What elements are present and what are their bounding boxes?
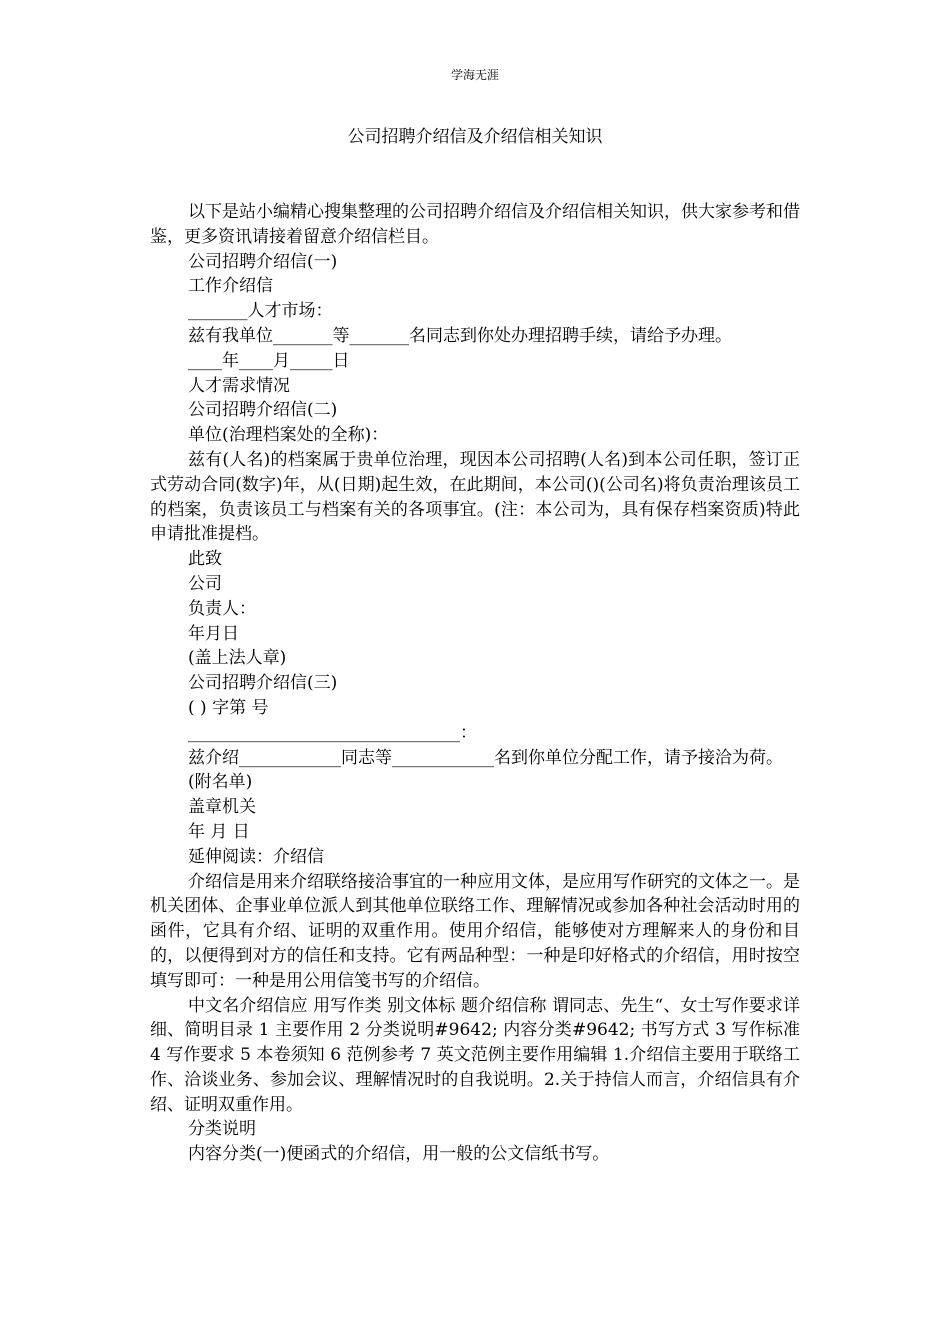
paragraph: 内容分类(一)便函式的介绍信，用一般的公文信纸书写。 xyxy=(188,1144,610,1165)
paragraph: 以下是站小编精心搜集整理的公司招聘介绍信及介绍信相关知识，供大家参考和借鉴，更多资讯请接着留意介绍信栏目。 xyxy=(150,202,800,247)
paragraph: 公司招聘介绍信(二) xyxy=(188,400,338,421)
paragraph: 负责人： xyxy=(188,598,256,619)
document-body xyxy=(150,200,806,1167)
paragraph: 年 月 日 xyxy=(188,821,250,842)
paragraph: (盖上法人章) xyxy=(188,648,287,669)
paragraph: 介绍信是用来介绍联络接洽事宜的一种应用文体，是应用写作研究的文体之一。是机关团体、企事业单位派人到其他单位联络工作、理解情况或参加各种社会活动时用的函件，它具有介绍、证明的双重作用。使用介绍信，能够使对方理解来人的身份和目的，以便得到对方的信任和支持。它有两品种型：一种是印好格式的介绍信，用时按空填写即可：一种是用公用信笺书写的介绍信。 xyxy=(150,871,800,991)
paragraph: 人才需求情况 xyxy=(188,375,290,396)
paragraph: 分类说明 xyxy=(188,1119,256,1140)
paragraph: ( ) 字第 号 xyxy=(188,697,269,718)
paragraph: _______人才市场： xyxy=(188,301,333,322)
page-header-note: 学海无涯 xyxy=(450,68,499,82)
paragraph: 公司 xyxy=(188,573,222,594)
paragraph: 兹有(人名)的档案属于贵单位治理，现因本公司招聘(人名)到本公司任职，签订正式劳动合同(数字)年，从(日期)起生效，在此期间，本公司()(公司名)将负责治理该员工的档案，负责该员工与档案有关的各项事宜。(注：本公司为，具有保存档案资质)特此申请批准提档。 xyxy=(150,449,800,545)
paragraph: 工作介绍信 xyxy=(188,276,273,297)
paragraph: 公司招聘介绍信(一) xyxy=(188,251,338,272)
paragraph: 延伸阅读：介绍信 xyxy=(188,846,324,867)
paragraph: 兹有我单位_______等_______名同志到你处办理招聘手续，请给予办理。 xyxy=(188,325,732,346)
paragraph: 兹介绍____________同志等____________名到你单位分配工作，请予接洽为荷。 xyxy=(188,747,783,768)
paragraph: 中文名介绍信应 用写作类 别文体标 题介绍信称 谓同志、先生“、女士写作要求详细、简明目录 1 主要作用 2 分类说明#9642; 内容分类#9642; 书写方式 3 写作标准 4 写作要求 5 本卷须知 6 范例参考 7 英文范例主要作用编辑 1.介绍信主要用于联络工作、洽谈业务、参加会议、理解情况时的自我说明。2.关于持信人而言，介绍信具有介绍、证明双重作用。 xyxy=(150,995,806,1115)
paragraph: 公司招聘介绍信(三) xyxy=(188,673,338,694)
paragraph: 盖章机关 xyxy=(188,797,256,818)
paragraph: 年月日 xyxy=(188,623,239,644)
paragraph: ________________________________： xyxy=(188,722,477,743)
paragraph: ____年____月_____日 xyxy=(188,350,350,371)
paragraph: 单位(治理档案处的全称)： xyxy=(188,425,389,446)
paragraph: 此致 xyxy=(188,549,222,570)
paragraph: (附名单) xyxy=(188,772,253,793)
document-title: 公司招聘介绍信及介绍信相关知识 xyxy=(347,127,603,147)
